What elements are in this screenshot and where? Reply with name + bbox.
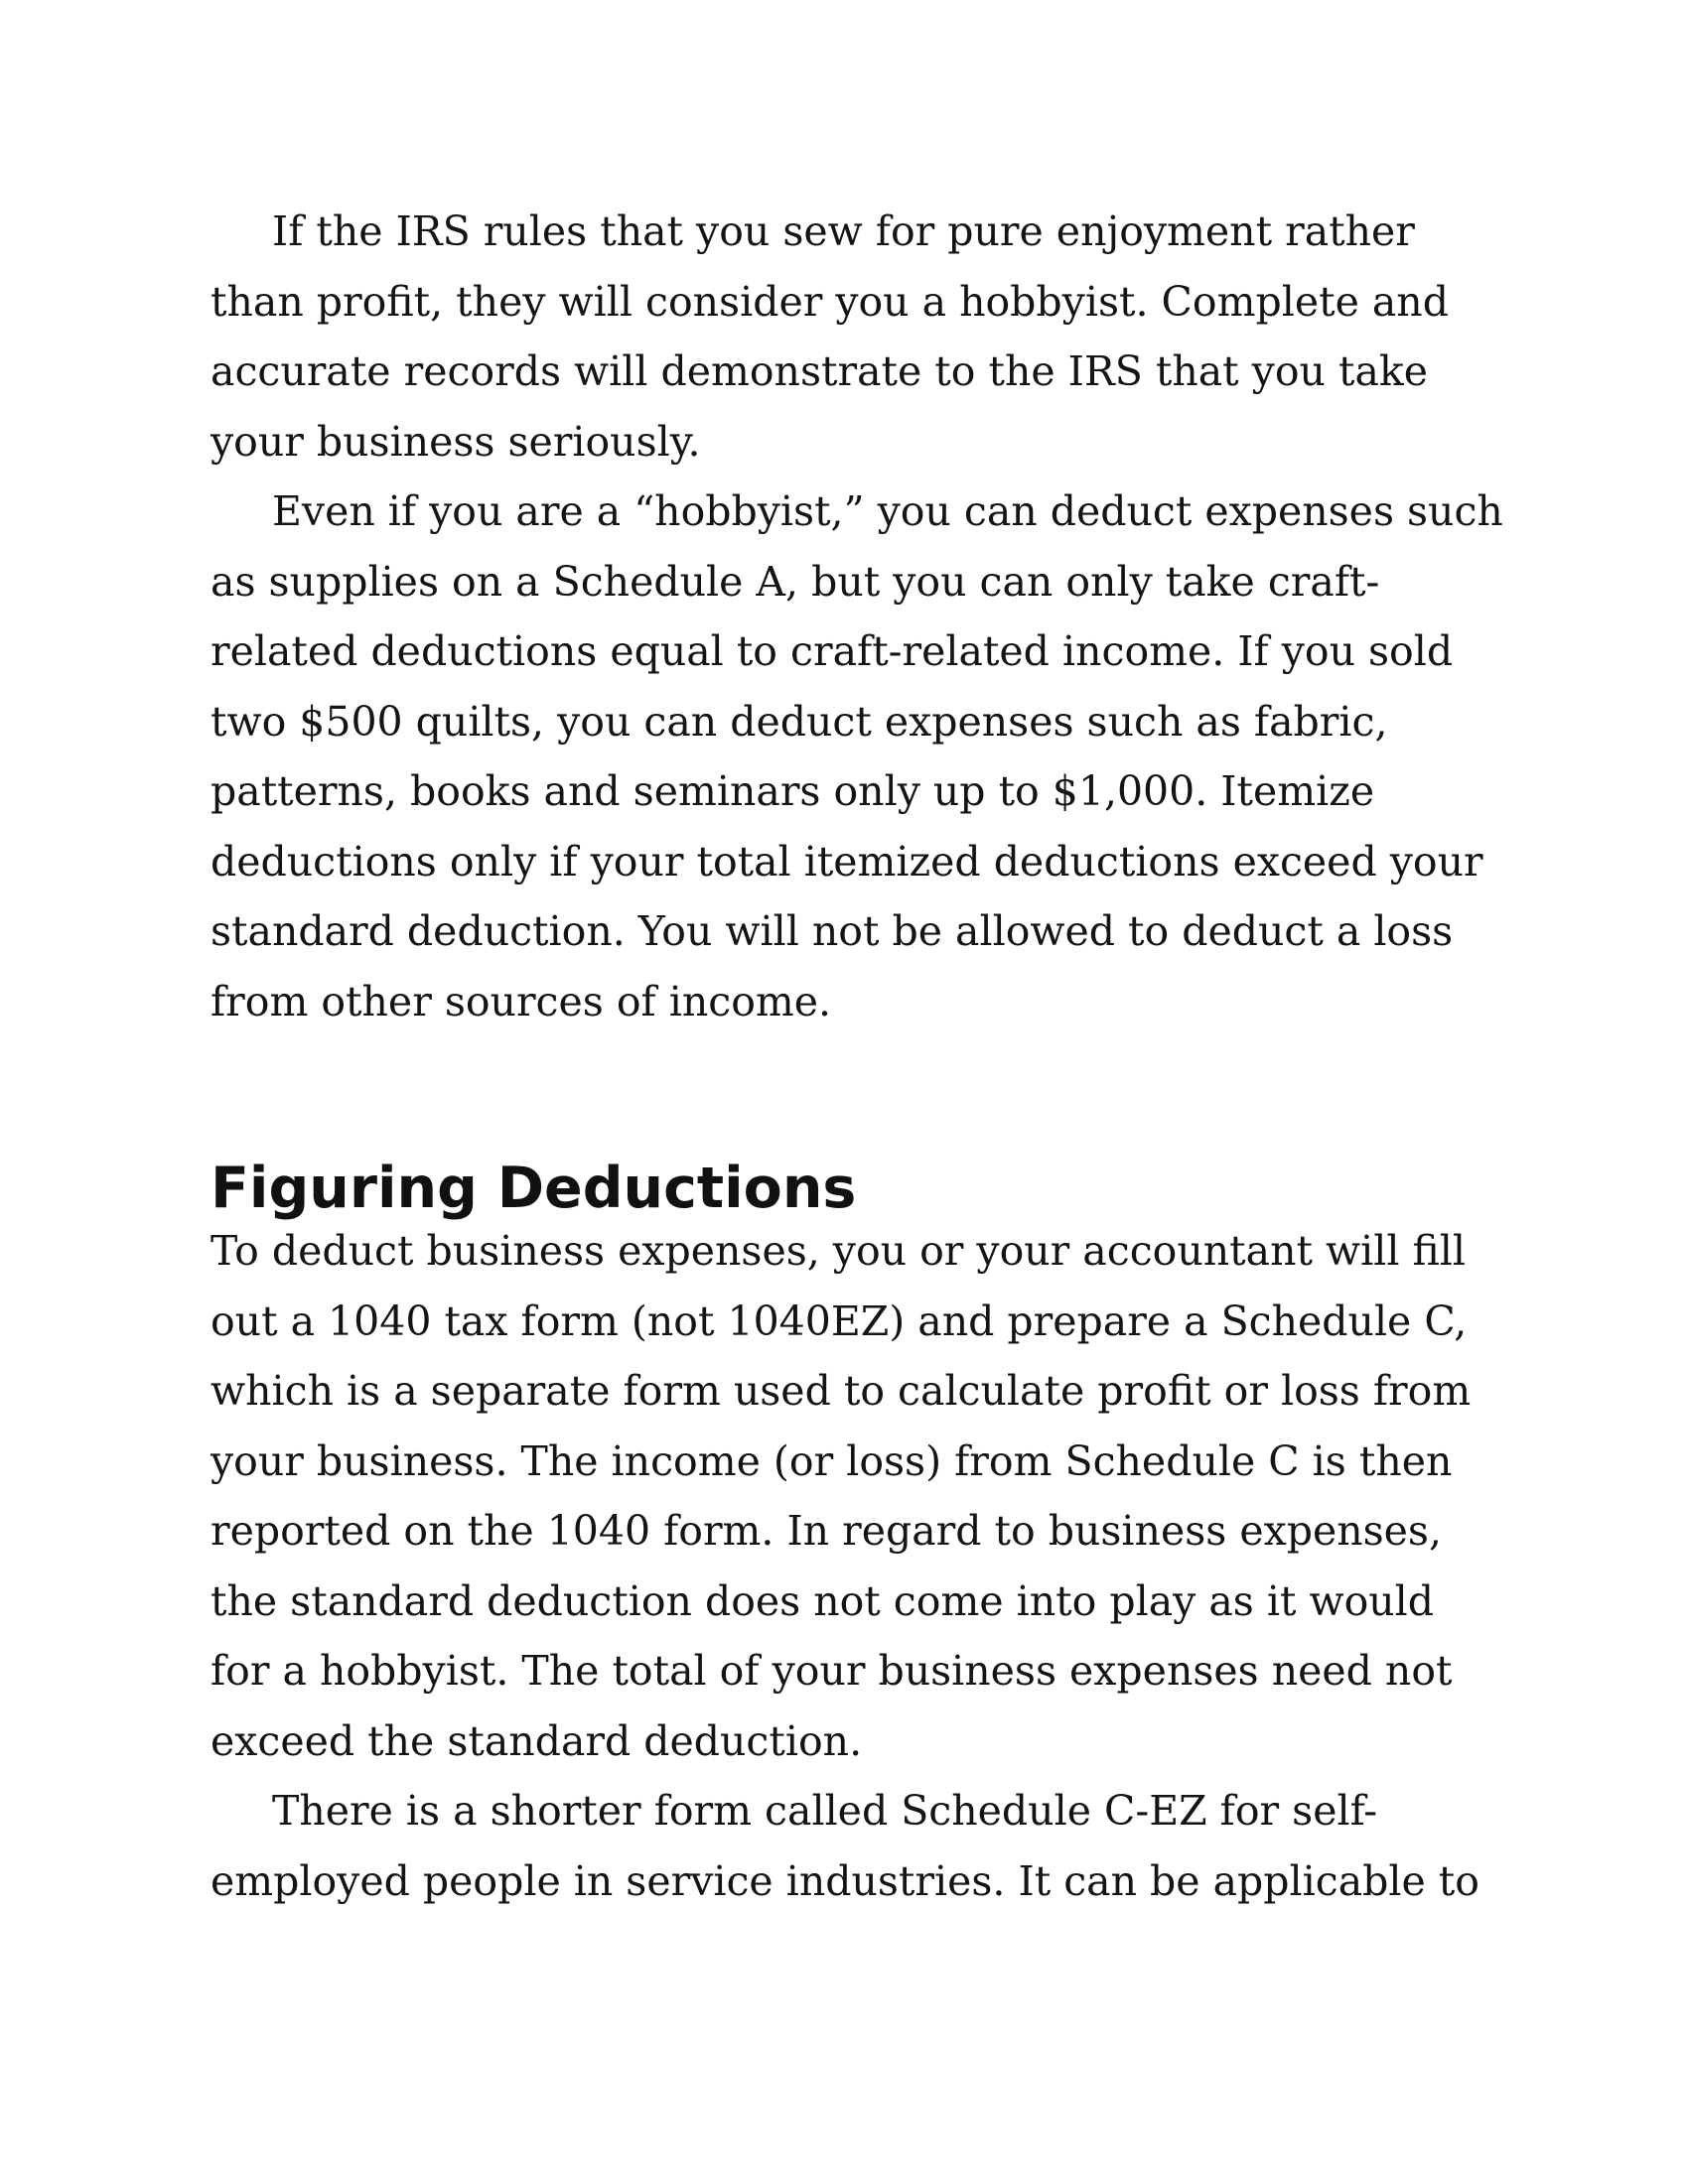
body-text-section-1 — [211, 197, 1501, 1036]
paragraph-line: than profit, they will consider you a hobbyist. Complete and — [211, 277, 1449, 326]
paragraph-line: Even if you are a “hobbyist,” you can deduct expenses such — [272, 487, 1503, 535]
paragraph-line: from other sources of income. — [211, 977, 832, 1025]
paragraph-line: out a 1040 tax form (not 1040EZ) and prepare a Schedule C, — [211, 1297, 1468, 1345]
paragraph-line: which is a separate form used to calculate profit or loss from — [211, 1367, 1472, 1415]
paragraph-line: accurate records will demonstrate to the IRS that you take — [211, 347, 1428, 395]
section-heading: Figuring Deductions — [211, 1156, 857, 1221]
paragraph-line: employed people in service industries. It can be applicable to — [211, 1856, 1479, 1905]
paragraph-line: standard deduction. You will not be allowed to deduct a loss — [211, 907, 1454, 955]
paragraph-line: your business seriously. — [211, 417, 701, 466]
paragraph-line: There is a shorter form called Schedule C-EZ for self- — [272, 1787, 1378, 1835]
paragraph-line: reported on the 1040 form. In regard to business expenses, — [211, 1507, 1443, 1555]
paragraph-line: two $500 quilts, you can deduct expenses such as fabric, — [211, 697, 1388, 746]
paragraph-line: as supplies on a Schedule A, but you can only take craft- — [211, 557, 1380, 606]
paragraph-line: related deductions equal to craft-related income. If you sold — [211, 627, 1454, 675]
paragraph-line: patterns, books and seminars only up to $1,000. Itemize — [211, 767, 1375, 815]
paragraph-line: If the IRS rules that you sew for pure enjoyment rather — [272, 207, 1415, 255]
paragraph-line: exceed the standard deduction. — [211, 1716, 863, 1765]
body-text-section-2 — [211, 1216, 1501, 1916]
paragraph-line: To deduct business expenses, you or your accountant will fill — [211, 1227, 1467, 1275]
paragraph-line: deductions only if your total itemized deductions exceed your — [211, 837, 1483, 886]
paragraph-line: the standard deduction does not come into play as it would — [211, 1576, 1435, 1625]
paragraph-line: for a hobbyist. The total of your business expenses need not — [211, 1647, 1453, 1695]
paragraph-line: your business. The income (or loss) from Schedule C is then — [211, 1436, 1453, 1485]
